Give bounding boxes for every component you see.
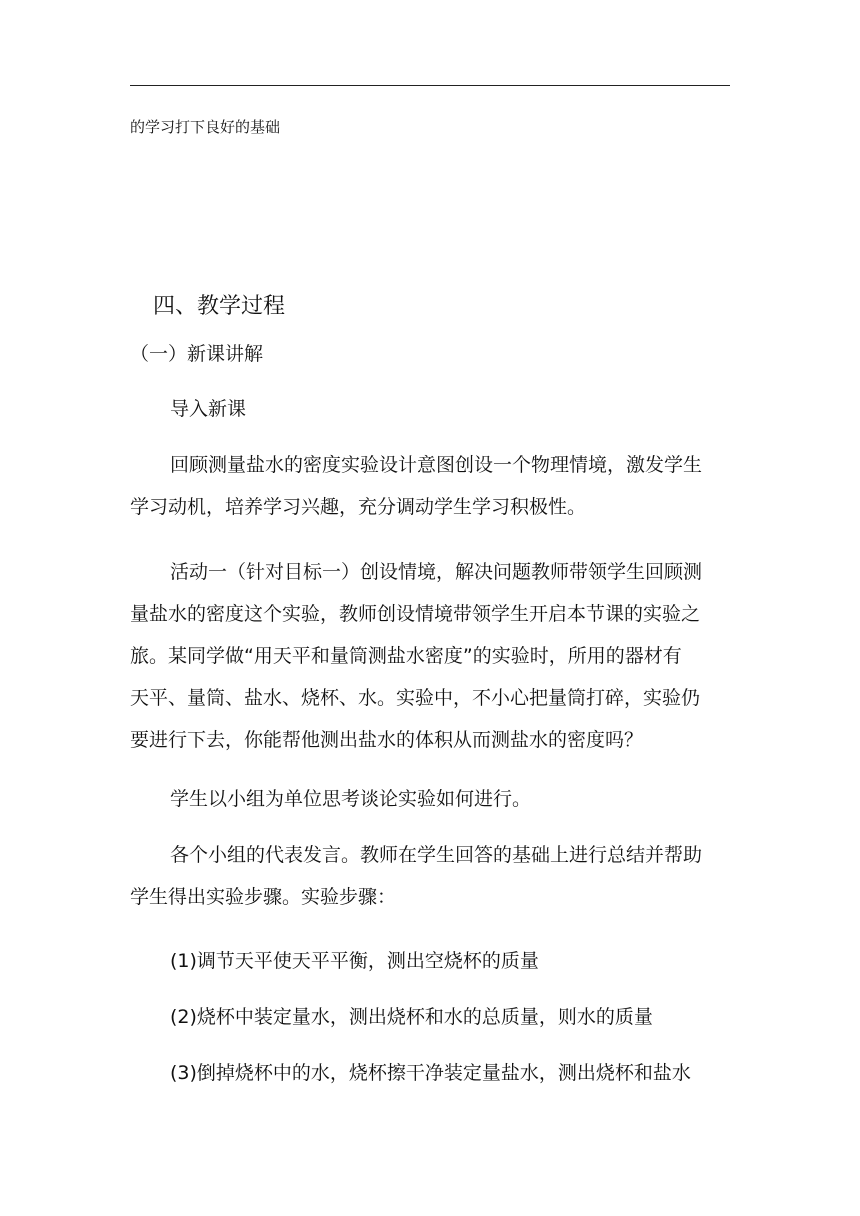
paragraph-line: 导入新课 [170,398,247,420]
section-heading: 四、教学过程 [153,294,286,319]
paragraph-group-discussion [130,778,730,820]
paragraph-line: 活动一（针对目标一）创设情境，解决问题教师带领学生回顾测 [170,561,703,583]
subsection-heading: （一）新课讲解 [130,343,264,365]
paragraph-line: 量盐水的密度这个实验，教师创设情境带领学生开启本节课的实验之 [130,603,701,625]
paragraph-line: (1)调节天平使天平平衡，测出空烧杯的质量 [170,950,539,972]
paragraph-line: 天平、量筒、盐水、烧杯、水。实验中，不小心把量筒打碎，实验仍 [130,687,701,709]
paragraph-line: 回顾测量盐水的密度实验设计意图创设一个物理情境，激发学生 [170,454,703,476]
paragraph-line: 旅。某同学做“用天平和量筒测盐水密度”的实验时，所用的器材有 [130,645,682,667]
paragraph-review [130,444,730,528]
paragraph-line: 学习动机，培养学习兴趣，充分调动学生学习积极性。 [130,496,587,518]
paragraph-activity-one [130,551,730,761]
paragraph-line: (3)倒掉烧杯中的水，烧杯擦干净装定量盐水，测出烧杯和盐水 [170,1062,691,1084]
step-3 [130,1052,730,1094]
step-1 [130,940,730,982]
continuation-text: 的学习打下良好的基础 [130,118,281,136]
paragraph-intro-title [130,388,730,430]
paragraph-line: 学生得出实验步骤。实验步骤： [130,886,397,908]
header-rule [130,85,730,86]
paragraph-summary [130,834,730,918]
paragraph-line: 要进行下去，你能帮他测出盐水的体积从而测盐水的密度吗？ [130,729,644,751]
paragraph-line: (2)烧杯中装定量水，测出烧杯和水的总质量，则水的质量 [170,1006,653,1028]
paragraph-line: 各个小组的代表发言。教师在学生回答的基础上进行总结并帮助 [170,844,703,866]
step-2 [130,996,730,1038]
paragraph-line: 学生以小组为单位思考谈论实验如何进行。 [170,788,532,810]
